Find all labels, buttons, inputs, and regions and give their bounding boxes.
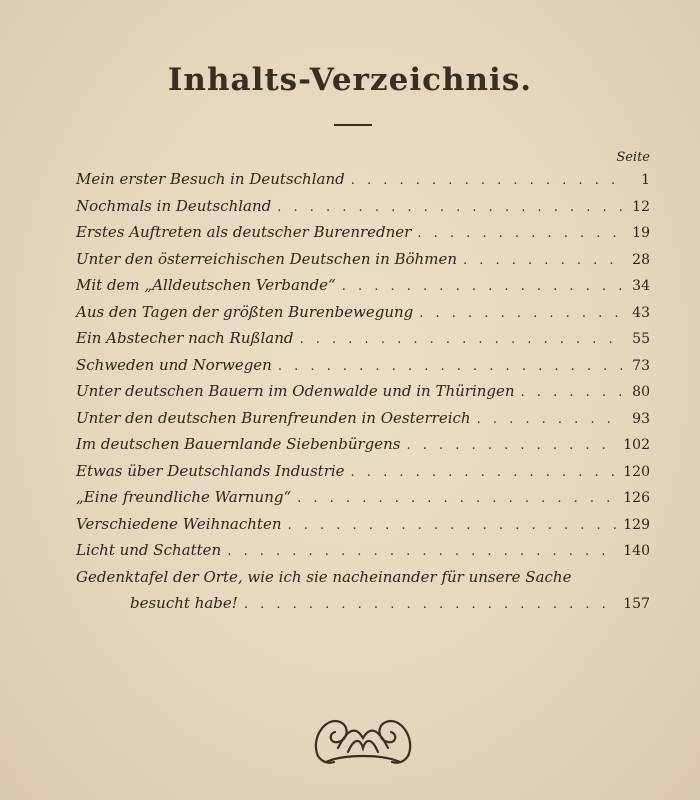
toc-entry-title: „Eine freundliche Warnung“: [76, 488, 292, 506]
dot-leader: [297, 491, 617, 506]
toc-entry-title: Aus den Tagen der größten Burenbewegung: [76, 302, 414, 321]
page-column-label: Seite: [616, 150, 650, 165]
toc-entry-title: Licht und Schatten: [76, 541, 222, 559]
dot-leader: [477, 412, 622, 427]
dot-leader: [463, 253, 622, 268]
toc-entry-page: 28: [632, 251, 650, 268]
toc-entry-title: Unter deutschen Bauern im Odenwalde und in Thüringen: [76, 382, 515, 400]
toc-entry-page: 12: [632, 198, 650, 215]
toc-entry: [76, 541, 650, 568]
toc-entry-page: 140: [623, 543, 650, 559]
toc-entry-title-continued: besucht habe!: [130, 594, 238, 612]
dot-leader: [342, 279, 622, 294]
toc-entry: [76, 382, 650, 409]
toc-entry-last-line1: [76, 568, 650, 595]
page-title: Inhalts-Verzeichnis.: [167, 62, 533, 98]
dot-leader: [521, 385, 622, 400]
toc-entry-last-line2: [76, 594, 650, 621]
toc-entry-title: Etwas über Deutschlands Industrie: [76, 461, 345, 480]
toc-entry: [76, 462, 650, 489]
toc-entry-page: 55: [632, 331, 650, 347]
toc-entry-page: 1: [641, 172, 650, 188]
toc-entry: [76, 170, 650, 197]
toc-entry-page: 19: [632, 225, 650, 241]
dot-leader: [287, 518, 617, 533]
toc-entry-title: Mit dem „Alldeutschen Verbande“: [76, 276, 336, 294]
art-nouveau-ornament-icon: [308, 708, 418, 770]
toc-entry: [76, 515, 650, 542]
toc-entry: [76, 435, 650, 462]
toc-entry-title: Nochmals in Deutschland: [76, 196, 272, 215]
toc-entry-page: 102: [623, 437, 650, 453]
dot-leader: [351, 173, 622, 188]
toc-entry-title: Unter den deutschen Burenfreunden in Oesterreich: [76, 408, 471, 427]
toc-entry: [76, 250, 650, 277]
toc-entry-title: Ein Abstecher nach Rußland: [76, 329, 294, 347]
toc-entry-page: 120: [623, 463, 650, 480]
dot-leader: [227, 544, 617, 559]
dot-leader: [300, 332, 623, 347]
toc-entry-page: 34: [632, 278, 650, 294]
toc-entry-title: Gedenktafel der Orte, wie ich sie nacheinander für unsere Sache: [76, 567, 572, 586]
toc-entry-page: 43: [632, 304, 650, 321]
toc-entry-title: Mein erster Besuch in Deutschland: [76, 170, 345, 188]
dot-leader: [277, 200, 622, 215]
toc-entry-page: 129: [623, 516, 650, 533]
toc-entry-title: Unter den österreichischen Deutschen in Böhmen: [76, 249, 457, 268]
toc-entry-page: 126: [623, 490, 650, 506]
toc-entry-page: 93: [632, 410, 650, 427]
toc-entry: [76, 197, 650, 224]
dot-leader: [419, 306, 622, 321]
toc-entry: [76, 276, 650, 303]
title-underline: [334, 124, 372, 126]
toc-entry-page: 73: [632, 357, 650, 374]
toc-entry: [76, 303, 650, 330]
dot-leader: [417, 226, 622, 241]
dot-leader: [351, 465, 618, 480]
toc-entry: [76, 488, 650, 515]
toc-entry: [76, 356, 650, 383]
toc-entry-title: Im deutschen Bauernlande Siebenbürgens: [76, 435, 401, 453]
table-of-contents: [76, 170, 650, 621]
toc-entry-title: Verschiedene Weihnachten: [76, 514, 282, 533]
toc-entry: [76, 223, 650, 250]
toc-entry-page: 80: [632, 384, 650, 400]
toc-entry: [76, 329, 650, 356]
dot-leader: [244, 597, 617, 612]
toc-entry-title: Schweden und Norwegen: [76, 355, 272, 374]
dot-leader: [407, 438, 618, 453]
toc-entry-title: Erstes Auftreten als deutscher Burenredner: [76, 223, 412, 241]
toc-entry-page: 157: [623, 596, 650, 612]
dot-leader: [278, 359, 622, 374]
toc-entry: [76, 409, 650, 436]
